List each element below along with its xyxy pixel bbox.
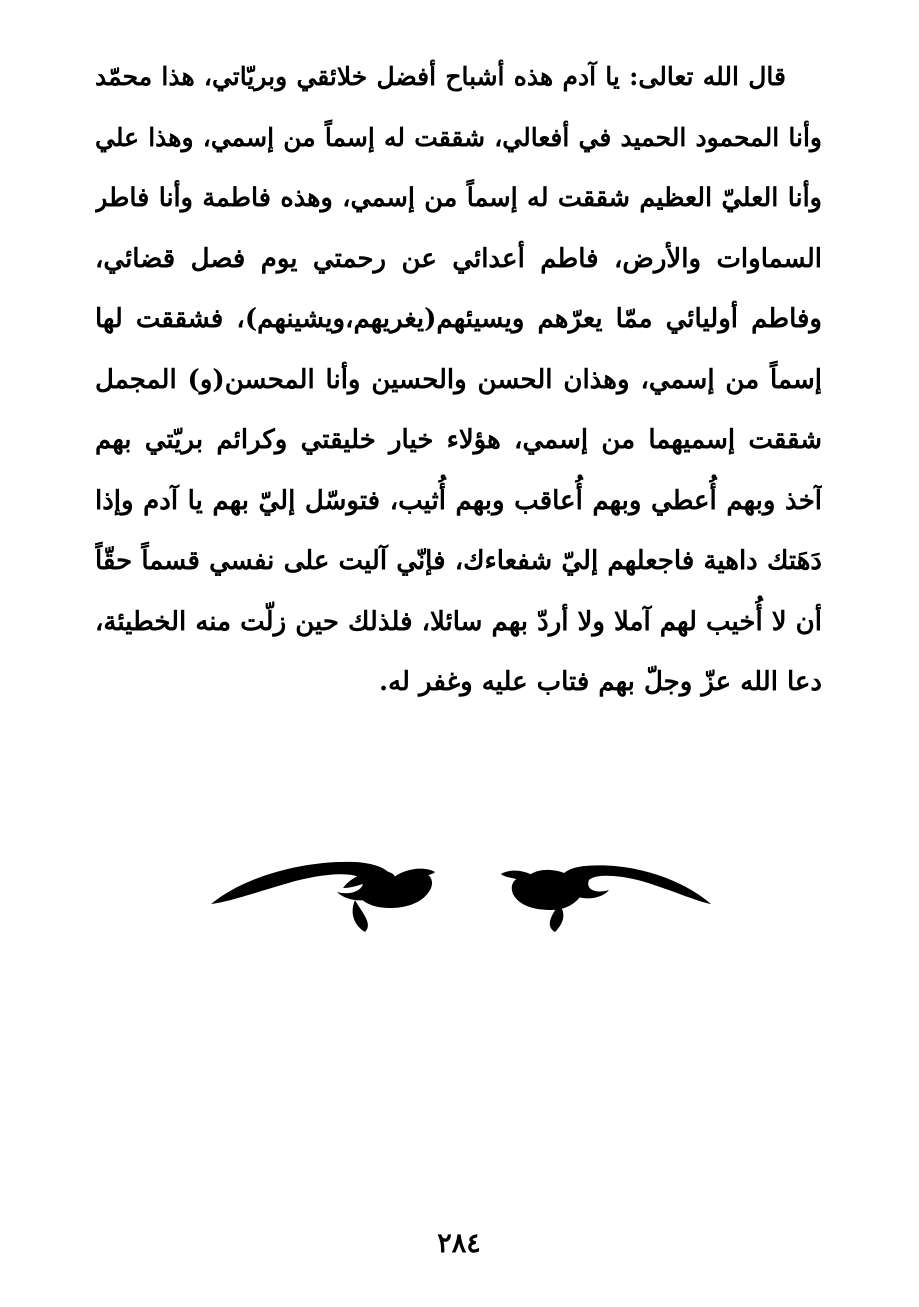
text-line: دعا الله عزّ وجلّ بهم فتاب عليه وغفر له.	[379, 667, 822, 697]
text-line: أن لا أُخيب لهم آملا ولا أردّ بهم سائلا، فلذلك حين زلّت منه الخطيئة،	[95, 606, 822, 637]
calligraphic-divider-ornament-icon	[205, 852, 717, 934]
page-number: ٢٨٤	[437, 1228, 481, 1259]
text-line: وأنا العليّ العظيم شققت له إسماً من إسمي، وهذه فاطمة وأنا فاطر	[95, 183, 822, 213]
text-line: قال الله تعالى: يا آدم هذه أشباح أفضل خلائقي وبريّاتي، هذا محمّد	[95, 62, 786, 91]
text-line: شققت إسميهما من إسمي، هؤلاء خيار خليقتي وكرائم بريّتي بهم	[95, 425, 822, 455]
text-line: آخذ وبهم أُعطي وبهم أُعاقب وبهم أُثيب، فتوسّل إليّ بهم يا آدم وإذا	[95, 485, 822, 516]
text-line: دَهَتك داهية فاجعلهم إليّ شفعاءك، فإنّي آليت على نفسي قسماً حقّاً	[95, 546, 822, 576]
body-paragraph	[95, 47, 822, 713]
text-line: وفاطم أوليائي ممّا يعرّهم ويسيئهم(يغريهم،ويشينهم)، فشققت لها	[95, 304, 822, 334]
text-line: إسماً من إسمي، وهذان الحسن والحسين وأنا المحسن(و) المجمل	[95, 364, 822, 395]
text-line: وأنا المحمود الحميد في أفعالي، شققت له إسماً من إسمي، وهذا علي	[95, 122, 822, 152]
text-line: السماوات والأرض، فاطم أعدائي عن رحمتي يوم فصل قضائي،	[95, 243, 822, 274]
